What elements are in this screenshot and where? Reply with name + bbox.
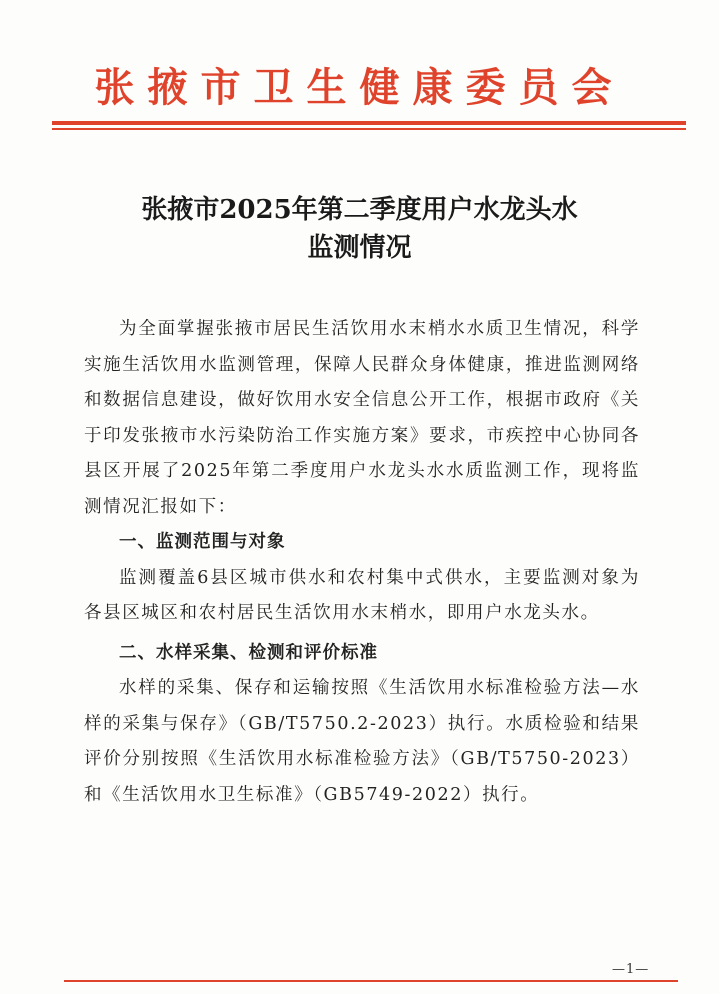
section1-paragraph: 监测覆盖6县区城市供水和农村集中式供水，主要监测对象为各县区城区和农村居民生活饮用水末梢水，即用户水龙头水。 [84, 567, 640, 623]
letterhead-rule-thick [52, 121, 686, 125]
footer-rule [64, 980, 678, 982]
page-number: —1— [612, 962, 650, 977]
intro-paragraph: 为全面掌握张掖市居民生活饮用水末梢水水质卫生情况，科学实施生活饮用水监测管理，保障人民群众身体健康，推进监测网络和数据信息建设，做好饮用水安全信息公开工作，根据市政府《关于印发张掖市水污染防治工作实施方案》要求，市疾控中心协同各县区开展了2025年第二季度用户水龙头水水质监测工作，现将监测情况汇报如下： [84, 319, 640, 517]
document-body [84, 312, 640, 813]
letterhead-rule-thin [52, 128, 686, 130]
section1-heading: 一、监测范围与对象 [119, 532, 286, 552]
letterhead-title: 张掖市卫生健康委员会 [94, 64, 625, 111]
document-title-line2: 监测情况 [307, 233, 412, 263]
document-title-line1: 张掖市2025年第二季度用户水龙头水 [141, 195, 578, 225]
section2-heading: 二、水样采集、检测和评价标准 [119, 642, 378, 663]
section2-paragraph: 水样的采集、保存和运输按照《生活饮用水标准检验方法—水样的采集与保存》（GB/T5750.2-2023）执行。水质检验和结果评价分别按照《生活饮用水标准检验方法》（GB/T5750-2023）和《生活饮用水卫生标准》（GB5749-2022）执行。 [84, 678, 640, 805]
